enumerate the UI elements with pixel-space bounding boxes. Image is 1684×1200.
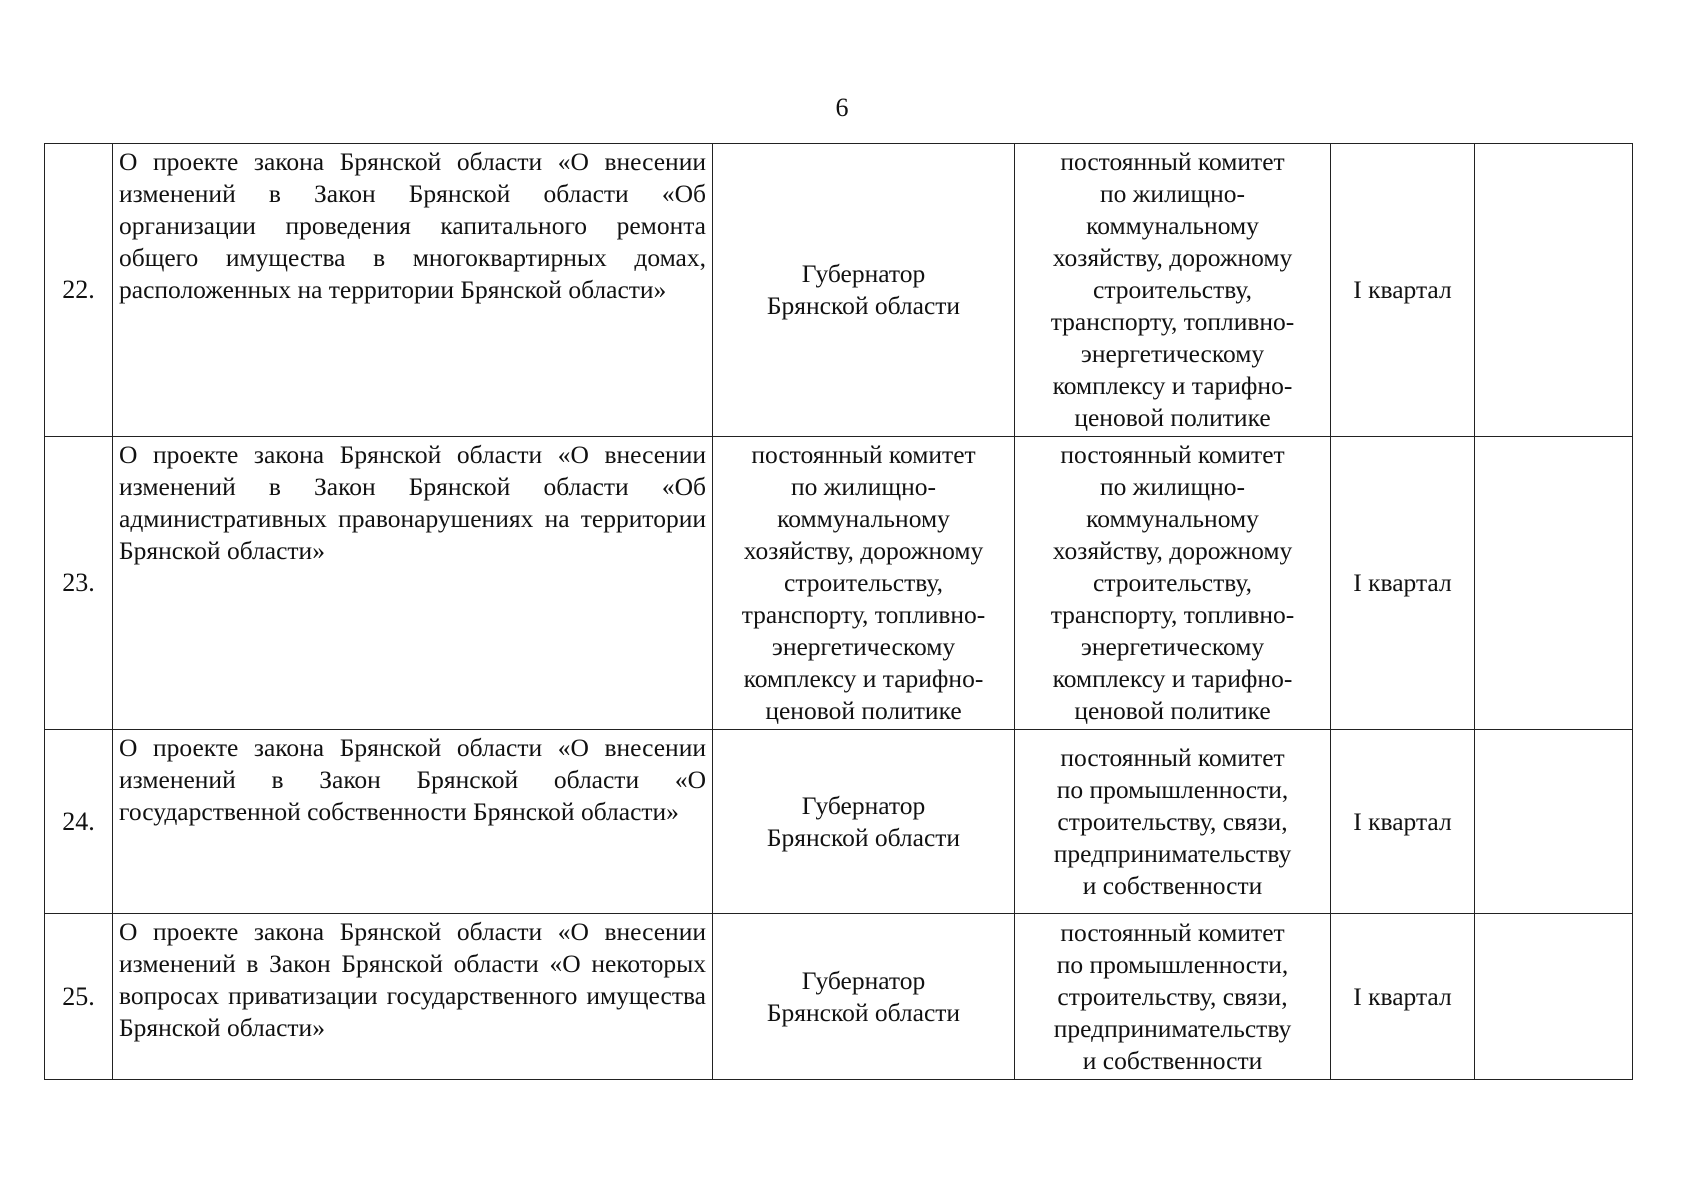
- initiator-cell: [713, 730, 1015, 914]
- note-cell: [1475, 914, 1633, 1080]
- committee-line: строительству,: [1093, 568, 1252, 597]
- committee-line: по промышленности,: [1056, 949, 1289, 979]
- table-row: [45, 437, 1633, 730]
- term-cell: I квартал: [1331, 914, 1475, 1080]
- page-number: 6: [835, 93, 849, 122]
- committee-line: комплексу и тарифно-: [1052, 664, 1293, 693]
- committee-line: постоянный комитет: [1060, 440, 1285, 469]
- note-cell: [1475, 437, 1633, 730]
- committee-line: строительству, связи,: [1057, 981, 1288, 1011]
- initiator-line: коммунальному: [777, 504, 950, 533]
- row-number: 23.: [45, 437, 113, 730]
- initiator-line: энергетическому: [771, 632, 956, 661]
- bill-title: О проекте закона Брянской области «О внесении изменений в Закон Брянской области «О некоторых вопросах приватизации государственного имущества Брянской области»: [113, 914, 713, 1080]
- initiator-line: ценовой политике: [765, 696, 962, 725]
- initiator-cell: [713, 437, 1015, 730]
- committee-line: предпринимательству: [1053, 1013, 1292, 1043]
- committee-line: постоянный комитет: [1060, 917, 1285, 947]
- initiator-cell: [713, 144, 1015, 437]
- initiator-line: хозяйству, дорожному: [743, 536, 984, 565]
- term-cell: I квартал: [1331, 730, 1475, 914]
- committee-cell: [1015, 730, 1331, 914]
- table-row: [45, 914, 1633, 1080]
- committee-line: постоянный комитет: [1060, 742, 1285, 772]
- initiator-line: постоянный комитет: [751, 440, 976, 469]
- term-cell: I квартал: [1331, 437, 1475, 730]
- committee-line: по жилищно-: [1100, 472, 1245, 501]
- row-number: 22.: [45, 144, 113, 437]
- table-row: [45, 730, 1633, 914]
- committee-line: коммунальному: [1086, 211, 1259, 240]
- committee-line: ценовой политике: [1074, 403, 1271, 432]
- initiator-line: строительству,: [784, 568, 943, 597]
- initiator-line: Губернатор: [801, 790, 926, 820]
- bill-title: О проекте закона Брянской области «О внесении изменений в Закон Брянской области «Об административных правонарушениях на территории Брянской области»: [113, 437, 713, 730]
- term-cell: I квартал: [1331, 144, 1475, 437]
- note-cell: [1475, 144, 1633, 437]
- committee-line: постоянный комитет: [1060, 147, 1285, 176]
- committee-line: ценовой политике: [1074, 696, 1271, 725]
- committee-cell: [1015, 437, 1331, 730]
- committee-line: энергетическому: [1080, 632, 1265, 661]
- committee-line: и собственности: [1082, 1045, 1263, 1075]
- committee-cell: [1015, 144, 1331, 437]
- initiator-line: Губернатор: [801, 965, 926, 995]
- table-row: [45, 144, 1633, 437]
- row-number: 25.: [45, 914, 113, 1080]
- initiator-line: Губернатор: [801, 259, 926, 288]
- initiator-line: комплексу и тарифно-: [743, 664, 984, 693]
- committee-line: хозяйству, дорожному: [1052, 536, 1293, 565]
- row-number: 24.: [45, 730, 113, 914]
- committee-line: хозяйству, дорожному: [1052, 243, 1293, 272]
- committee-line: строительству,: [1093, 275, 1252, 304]
- committee-line: комплексу и тарифно-: [1052, 371, 1293, 400]
- initiator-line: транспорту, топливно-: [741, 600, 986, 629]
- committee-line: транспорту, топливно-: [1050, 600, 1295, 629]
- committee-line: и собственности: [1082, 870, 1263, 900]
- committee-cell: [1015, 914, 1331, 1080]
- committee-line: строительству, связи,: [1057, 806, 1288, 836]
- initiator-line: Брянской области: [766, 997, 961, 1027]
- committee-line: коммунальному: [1086, 504, 1259, 533]
- bill-title: О проекте закона Брянской области «О внесении изменений в Закон Брянской области «Об организации проведения капитального ремонта общего имущества в многоквартирных домах, расположенных на территории Брянской области»: [113, 144, 713, 437]
- note-cell: [1475, 730, 1633, 914]
- initiator-line: Брянской области: [766, 822, 961, 852]
- legislative-plan-table: [44, 143, 1633, 1080]
- initiator-cell: [713, 914, 1015, 1080]
- committee-line: энергетическому: [1080, 339, 1265, 368]
- committee-line: транспорту, топливно-: [1050, 307, 1295, 336]
- committee-line: по промышленности,: [1056, 774, 1289, 804]
- initiator-line: Брянской области: [766, 291, 961, 320]
- committee-line: по жилищно-: [1100, 179, 1245, 208]
- committee-line: предпринимательству: [1053, 838, 1292, 868]
- bill-title: О проекте закона Брянской области «О внесении изменений в Закон Брянской области «О государственной собственности Брянской области»: [113, 730, 713, 914]
- initiator-line: по жилищно-: [791, 472, 936, 501]
